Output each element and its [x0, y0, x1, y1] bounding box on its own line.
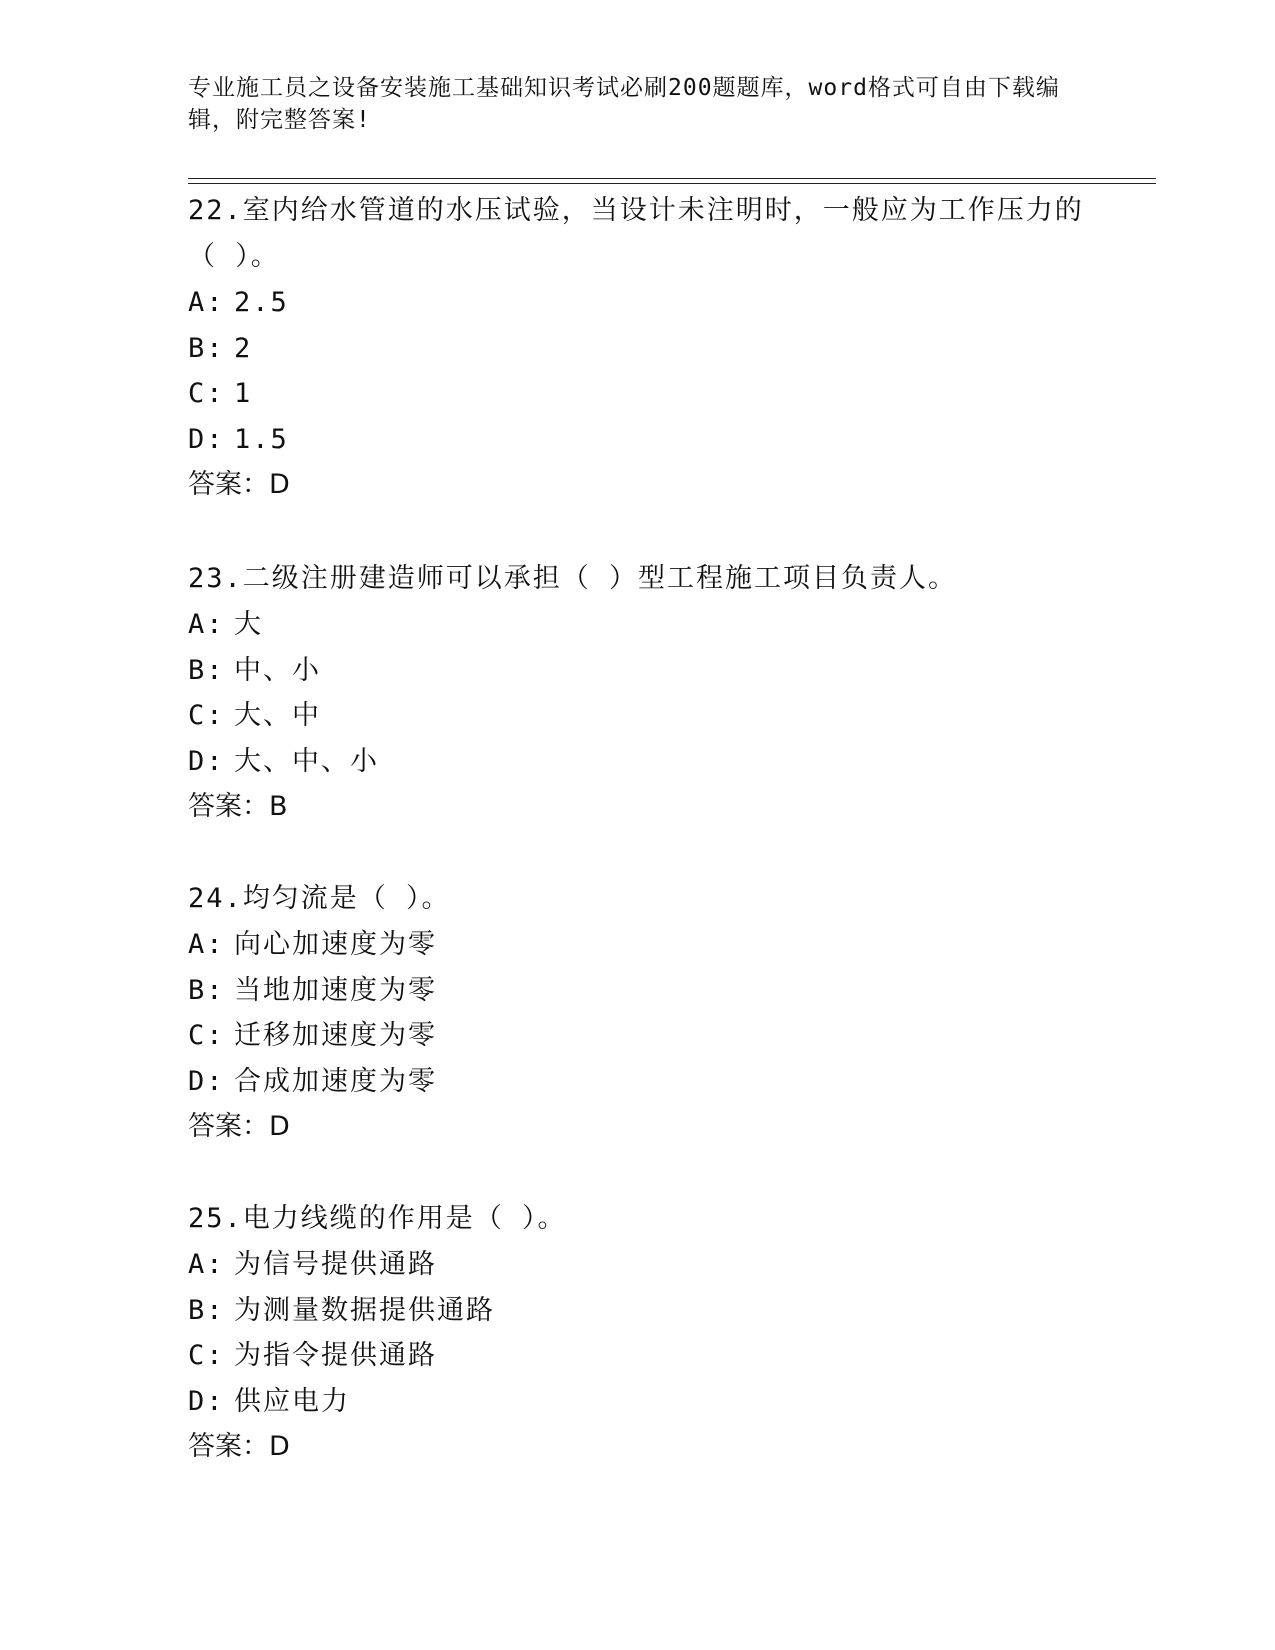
option-letter: B:: [188, 1294, 225, 1326]
option-a: [188, 922, 1088, 968]
option-letter: D:: [188, 423, 225, 455]
option-a: [188, 1242, 1088, 1288]
option-letter: D:: [188, 1065, 225, 1097]
option-c: [188, 693, 1088, 739]
option-text: 1.5: [234, 423, 289, 455]
option-letter: C:: [188, 1340, 225, 1371]
option-text: 2: [234, 332, 253, 364]
option-d: [188, 1379, 1088, 1425]
option-text: 大、中、小: [234, 745, 379, 777]
option-text: 2.5: [234, 287, 289, 318]
option-d: [188, 739, 1088, 785]
option-b: [188, 326, 1088, 372]
option-b: [188, 968, 1088, 1014]
option-letter: C:: [188, 1020, 225, 1051]
option-a: [188, 602, 1088, 648]
answer-line: 答案：D: [188, 1431, 290, 1462]
option-letter: C:: [188, 700, 225, 731]
option-letter: D:: [188, 745, 225, 777]
option-text: 1: [234, 378, 253, 409]
question-25: [188, 1196, 1088, 1470]
question-22: [188, 188, 1088, 508]
option-text: 向心加速度为零: [234, 929, 437, 960]
option-text: 中、小: [234, 654, 321, 686]
option-letter: A:: [188, 609, 225, 640]
option-letter: A:: [188, 929, 225, 960]
option-a: [188, 280, 1088, 326]
answer-line: 答案：D: [188, 469, 290, 500]
option-letter: B:: [188, 654, 225, 686]
option-b: [188, 648, 1088, 694]
option-b: [188, 1288, 1088, 1334]
answer-line: 答案：D: [188, 1111, 290, 1142]
option-letter: B:: [188, 974, 225, 1006]
header-divider-top: [188, 178, 1156, 179]
option-text: 为测量数据提供通路: [234, 1294, 495, 1326]
document-header: 专业施工员之设备安装施工基础知识考试必刷200题题库，word格式可自由下载编辑，附完整答案!: [188, 75, 1060, 133]
option-text: 合成加速度为零: [234, 1065, 437, 1097]
option-d: [188, 417, 1088, 463]
question-text: 24.均匀流是（ ）。: [188, 883, 451, 914]
option-c: [188, 371, 1088, 417]
option-text: 为指令提供通路: [234, 1340, 437, 1371]
option-text: 为信号提供通路: [234, 1249, 437, 1280]
header-divider-bottom: [188, 183, 1156, 184]
answer-line: 答案：B: [188, 791, 288, 822]
option-letter: A:: [188, 1249, 225, 1280]
option-text: 供应电力: [234, 1385, 350, 1417]
question-text: 25.电力线缆的作用是（ ）。: [188, 1203, 567, 1234]
option-letter: D:: [188, 1385, 225, 1417]
option-letter: B:: [188, 332, 225, 364]
question-text: 22.室内给水管道的水压试验，当设计未注明时，一般应为工作压力的（ ）。: [188, 195, 1084, 272]
option-c: [188, 1333, 1088, 1379]
option-letter: A:: [188, 287, 225, 318]
option-d: [188, 1059, 1088, 1105]
option-letter: C:: [188, 378, 225, 409]
option-text: 大、中: [234, 700, 321, 731]
option-c: [188, 1013, 1088, 1059]
question-text: 23.二级注册建造师可以承担（ ）型工程施工项目负责人。: [188, 563, 958, 594]
option-text: 大: [234, 609, 263, 640]
question-24: [188, 876, 1088, 1150]
option-text: 当地加速度为零: [234, 974, 437, 1006]
option-text: 迁移加速度为零: [234, 1020, 437, 1051]
question-23: [188, 556, 1088, 830]
